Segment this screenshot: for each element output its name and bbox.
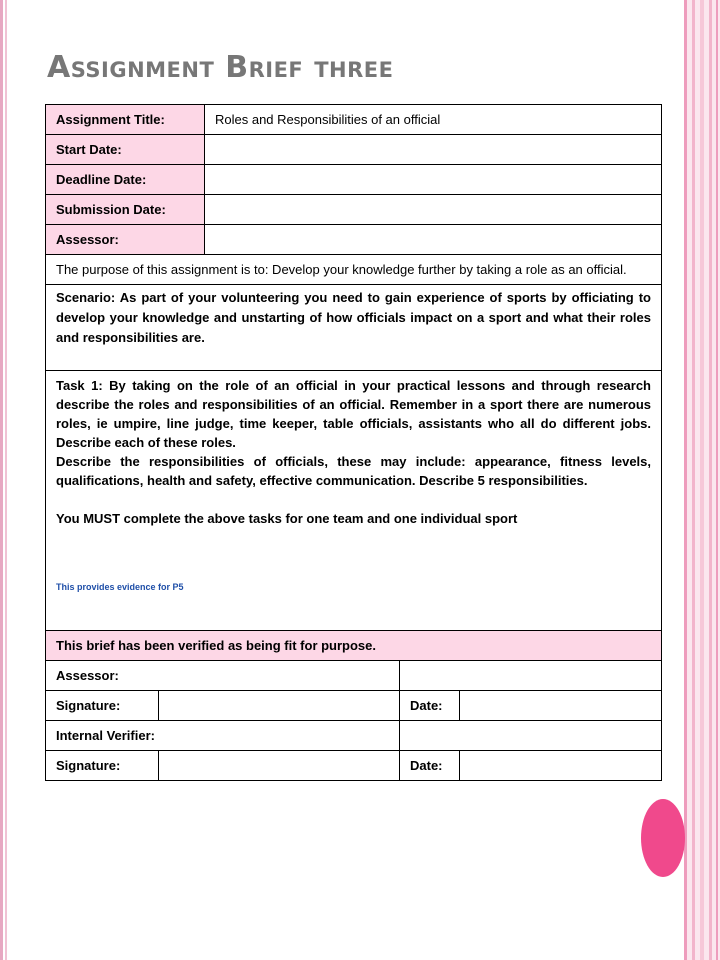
assessor-signature-row (46, 691, 662, 721)
assignment-title-label: Assignment Title: (46, 105, 205, 135)
verified-row (46, 631, 662, 661)
right-border-stripe (709, 0, 712, 960)
assessor-signature-label: Signature: (46, 691, 159, 721)
purpose-text: The purpose of this assignment is to: Develop your knowledge further by taking a role as an official. (46, 255, 662, 285)
purpose-row (46, 255, 662, 285)
task-spacer (56, 490, 651, 509)
assessor-date-field[interactable] (460, 691, 662, 721)
scenario-row (46, 285, 662, 371)
verifier-signature-field[interactable] (159, 751, 400, 781)
task-paragraph-1: Task 1: By taking on the role of an official in your practical lessons and through research describe the roles and responsibilities of an official. Remember in a sport there are numerous roles, ie umpire, line judge, time keeper, table officials, assistants who all do different jobs. Describe each of these roles. (56, 378, 651, 450)
page-title: Assignment Brief three (47, 50, 394, 85)
verification-assessor-row (46, 661, 662, 691)
verification-assessor-label: Assessor: (46, 661, 400, 691)
start-date-field[interactable] (205, 135, 662, 165)
deadline-date-label: Deadline Date: (46, 165, 205, 195)
left-border-stripe-inner (5, 0, 7, 960)
decorative-pink-oval (641, 799, 685, 877)
task-row (46, 371, 662, 631)
task-requirement: You MUST complete the above tasks for one team and one individual sport (56, 511, 518, 526)
deadline-date-row (46, 165, 662, 195)
assessor-signature-field[interactable] (159, 691, 400, 721)
internal-verifier-row (46, 721, 662, 751)
right-border-stripe (716, 0, 718, 960)
internal-verifier-field[interactable] (400, 721, 662, 751)
assessor-label: Assessor: (46, 225, 205, 255)
submission-date-field[interactable] (205, 195, 662, 225)
assessor-date-label: Date: (400, 691, 460, 721)
assessor-row (46, 225, 662, 255)
verifier-date-label: Date: (400, 751, 460, 781)
assessor-field[interactable] (205, 225, 662, 255)
assignment-title-value[interactable]: Roles and Responsibilities of an official (205, 105, 662, 135)
verifier-signature-label: Signature: (46, 751, 159, 781)
evidence-note: This provides evidence for P5 (56, 582, 184, 592)
task-cell (46, 371, 662, 631)
left-border-stripe (0, 0, 3, 960)
task-paragraph-2: Describe the responsibilities of officials, these may include: appearance, fitness levels, qualifications, health and safety, effective communication. Describe 5 responsibilities. (56, 454, 651, 488)
verified-statement: This brief has been verified as being fit for purpose. (46, 631, 662, 661)
verifier-signature-row (46, 751, 662, 781)
start-date-row (46, 135, 662, 165)
right-border-stripe (700, 0, 704, 960)
scenario-text: Scenario: As part of your volunteering you need to gain experience of sports by officiating to develop your knowledge and unstarting of how officials impact on a sport and what their roles and responsibilities are. (46, 285, 662, 371)
submission-date-label: Submission Date: (46, 195, 205, 225)
submission-date-row (46, 195, 662, 225)
verifier-date-field[interactable] (460, 751, 662, 781)
assignment-brief-table (45, 104, 662, 781)
verification-assessor-field[interactable] (400, 661, 662, 691)
assignment-title-row (46, 105, 662, 135)
start-date-label: Start Date: (46, 135, 205, 165)
right-border-stripe (692, 0, 695, 960)
right-border-stripe (684, 0, 687, 960)
deadline-date-field[interactable] (205, 165, 662, 195)
internal-verifier-label: Internal Verifier: (46, 721, 400, 751)
